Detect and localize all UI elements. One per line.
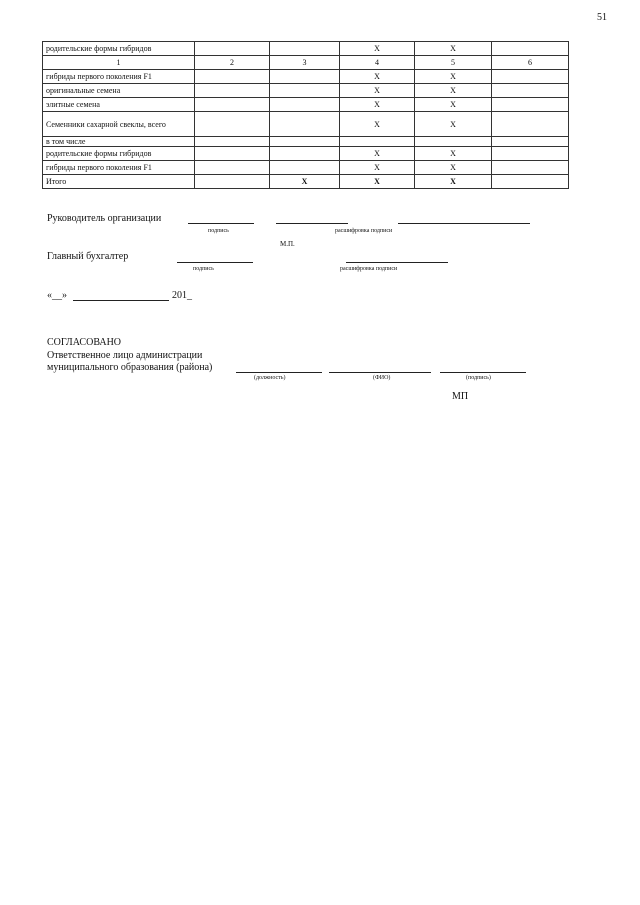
table-cell-col-4: [340, 137, 415, 147]
date-year: 201_: [172, 290, 192, 301]
table-cell-col-6: [492, 147, 569, 161]
approval-name-line: [329, 372, 431, 373]
table-cell-col-5: Х: [415, 70, 492, 84]
table-cell-col-3: [270, 84, 340, 98]
table-cell-col-3: [270, 137, 340, 147]
row-label-cell: гибриды первого поколения F1: [43, 70, 195, 84]
table-cell-col-4: Х: [340, 98, 415, 112]
table-cell-col-6: [492, 84, 569, 98]
table-cell-col-6: [492, 42, 569, 56]
row-label-cell: оригинальные семена: [43, 84, 195, 98]
accountant-label: Главный бухгалтер: [47, 251, 129, 262]
table-cell-col-2: 2: [195, 56, 270, 70]
accountant-signature-caption: подпись: [193, 266, 214, 272]
table-cell-col-4: Х: [340, 112, 415, 137]
table-cell-col-4: Х: [340, 147, 415, 161]
table-cell-col-5: Х: [415, 42, 492, 56]
table-cell-col-2: [195, 147, 270, 161]
row-label-cell: гибриды первого поколения F1: [43, 161, 195, 175]
head-signature-caption: подпись: [208, 228, 229, 234]
approval-name-caption: (ФИО): [373, 375, 391, 381]
approval-signature-line: [440, 372, 526, 373]
table-cell-col-6: [492, 137, 569, 147]
date-month-line: [73, 300, 169, 301]
table-cell-col-4: Х: [340, 42, 415, 56]
table-cell-col-4: 4: [340, 56, 415, 70]
head-decode-caption: расшифровка подписи: [335, 228, 393, 234]
table-total-row: [43, 175, 569, 189]
table-cell-col-2: [195, 84, 270, 98]
head-signature-line: [188, 223, 254, 224]
table-cell-col-5: Х: [415, 84, 492, 98]
table-cell-col-5: Х: [415, 98, 492, 112]
approval-title: СОГЛАСОВАНО: [47, 337, 122, 348]
row-label-cell: 1: [43, 56, 195, 70]
table-cell-col-3: 3: [270, 56, 340, 70]
table-row: [43, 84, 569, 98]
table-cell-col-5: Х: [415, 147, 492, 161]
approval-stamp-place: МП: [452, 391, 469, 402]
approval-line2: муниципального образования (района): [47, 362, 213, 373]
table-cell-col-3: [270, 42, 340, 56]
table-cell-col-3: [270, 70, 340, 84]
date-day: «__»: [47, 290, 67, 301]
table-cell-col-5: [415, 137, 492, 147]
table-cell-col-2: [195, 161, 270, 175]
row-label-cell: в том числе: [43, 137, 195, 147]
row-label-cell: родительские формы гибридов: [43, 147, 195, 161]
row-label-cell: родительские формы гибридов: [43, 42, 195, 56]
row-label-cell: Итого: [43, 175, 195, 189]
table-cell-col-3: Х: [270, 175, 340, 189]
head-rank-line: [276, 223, 348, 224]
seed-table: [42, 41, 569, 189]
table-header-row: [43, 56, 569, 70]
approval-position-line: [236, 372, 322, 373]
table-row: [43, 70, 569, 84]
table-cell-col-3: [270, 98, 340, 112]
row-label-cell: Семенники сахарной свеклы, всего: [43, 112, 195, 137]
table-row: [43, 98, 569, 112]
table-cell-col-3: [270, 147, 340, 161]
table-cell-col-6: [492, 175, 569, 189]
table-cell-col-6: [492, 98, 569, 112]
table-cell-col-6: [492, 112, 569, 137]
accountant-signature-line: [177, 262, 253, 263]
accountant-name-line: [346, 262, 448, 263]
table-cell-col-4: Х: [340, 84, 415, 98]
table-row: [43, 42, 569, 56]
accountant-decode-caption: расшифровка подписи: [340, 266, 398, 272]
table-cell-col-5: Х: [415, 112, 492, 137]
table-row: [43, 161, 569, 175]
table-cell-col-4: Х: [340, 161, 415, 175]
table-cell-col-6: 6: [492, 56, 569, 70]
approval-position-caption: (должность): [254, 375, 286, 381]
table-row: [43, 112, 569, 137]
page-number: 51: [597, 12, 607, 23]
table-row: [43, 147, 569, 161]
table-cell-col-2: [195, 98, 270, 112]
table-cell-col-3: [270, 112, 340, 137]
approval-line1: Ответственное лицо администрации: [47, 350, 203, 361]
table-cell-col-2: [195, 112, 270, 137]
table-cell-col-2: [195, 137, 270, 147]
table-cell-col-5: Х: [415, 175, 492, 189]
table-row: [43, 137, 569, 147]
table-cell-col-6: [492, 161, 569, 175]
table-cell-col-6: [492, 70, 569, 84]
stamp-place: М.П.: [280, 240, 295, 248]
table-cell-col-4: Х: [340, 70, 415, 84]
table-cell-col-5: 5: [415, 56, 492, 70]
table-cell-col-2: [195, 70, 270, 84]
table-cell-col-2: [195, 175, 270, 189]
table-cell-col-3: [270, 161, 340, 175]
table-cell-col-2: [195, 42, 270, 56]
table-cell-col-4: Х: [340, 175, 415, 189]
row-label-cell: элитные семена: [43, 98, 195, 112]
table-cell-col-5: Х: [415, 161, 492, 175]
head-name-line: [398, 223, 530, 224]
approval-signature-caption: (подпись): [466, 375, 491, 381]
head-label: Руководитель организации: [47, 213, 162, 224]
